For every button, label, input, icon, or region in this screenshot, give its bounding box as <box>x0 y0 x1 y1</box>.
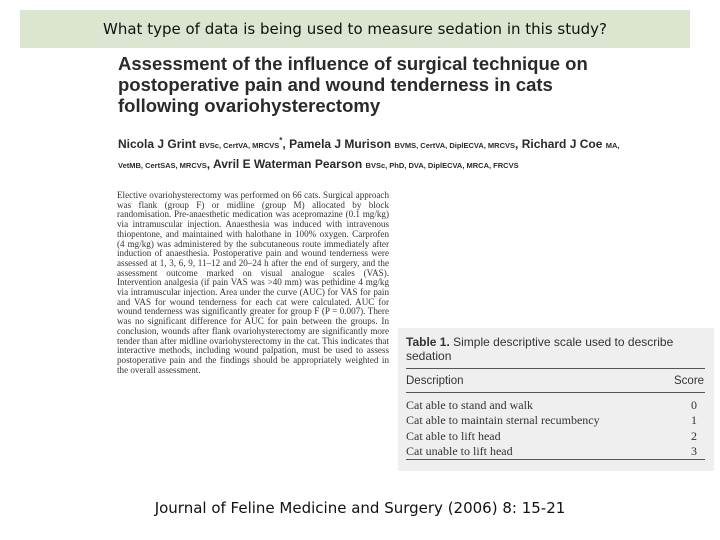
row-description: Cat able to stand and walk <box>406 398 533 412</box>
table-row <box>406 398 705 413</box>
table-rule <box>406 368 705 369</box>
paper-title <box>118 53 638 116</box>
author-credentials: BVMS, CertVA, DiplECVA, MRCVS <box>394 141 516 150</box>
row-description: Cat unable to lift head <box>406 444 513 458</box>
table-label: Table 1. <box>406 335 450 349</box>
author-credentials: BVSc, CertVA, MRCVS <box>199 141 280 150</box>
table-row <box>406 444 705 459</box>
row-score: 3 <box>691 444 697 458</box>
author-list: Nicola J Grint BVSc, CertVA, MRCVS*, Pamela J Murison BVMS, CertVA, DiplECVA, MRCVS, Richard J Coe MA, VetMB, CertSAS, MRCVS, Avril E Waterman Pearson BVSc, PhD, DVA, DiplECVA, MRCA, FRCVS <box>118 136 620 171</box>
abstract-text: Elective ovariohysterectomy was performed on 66 cats. Surgical approach was flank (group F) or midline (group M) allocated by block randomisation. Pre-anaesthetic medication was acepromazine (0.1 mg/kg) via intramuscular injection. Anaesthesia was induced with intravenous thiopentone, and maintained with halothane in 100% oxygen. Carprofen (4 mg/kg) was administered by the subcutaneous route immediately after induction of anaesthesia. Postoperative pain and wound tenderness were assessed at 1, 3, 6, 9, 11–12 and 20–24 h after the end of surgery, and the assessment outcome marked on visual analogue scales (VAS). Intervention analgesia (if pain VAS was >40 mm) was pethidine 4 mg/kg via intramuscular injection. Area under the curve (AUC) for VAS for pain and VAS for wound tenderness for each cat were calculated. AUC for wound tenderness was significantly greater for group F (P = 0.007). There was no significant difference for AUC for pain between the groups. In conclusion, wounds after flank ovariohysterectomy are significantly more tender than after midline ovariohysterectomy in the cat. This indicates that interactive methods, including wound palpation, must be used to assess postoperative pain and the findings should be appropriately weighted in the overall assessment. <box>117 190 389 375</box>
row-description: Cat able to lift head <box>406 429 501 443</box>
row-score: 0 <box>691 398 697 412</box>
row-score: 2 <box>691 429 697 443</box>
title-line: postoperative pain and wound tenderness in cats <box>118 74 553 95</box>
column-header-score: Score <box>674 375 705 387</box>
table-row <box>406 413 705 428</box>
column-header-description: Description <box>406 375 464 387</box>
table-caption <box>406 335 706 363</box>
citation: Journal of Feline Medicine and Surgery (2006) 8: 15-21 <box>154 499 566 517</box>
author-name: Avril E Waterman Pearson <box>213 157 363 171</box>
question-text: What type of data is being used to measure sedation in this study? <box>103 20 607 38</box>
author-name: Richard J Coe <box>521 137 603 151</box>
author-name: Pamela J Murison <box>289 137 392 151</box>
row-score: 1 <box>691 413 697 427</box>
table-row <box>406 429 705 444</box>
table-caption-text: Simple descriptive scale used to describe sedation <box>406 335 674 363</box>
question-banner <box>20 10 690 48</box>
row-description: Cat able to maintain sternal recumbency <box>406 413 600 427</box>
author-credentials: MA, VetMB, CertSAS, MRCVS <box>118 141 620 170</box>
author-name: Nicola J Grint <box>118 137 197 151</box>
title-line: following ovariohysterectomy <box>118 95 381 116</box>
table-rule <box>406 459 705 460</box>
title-line: Assessment of the influence of surgical technique on <box>118 53 588 74</box>
author-credentials: BVSc, PhD, DVA, DiplECVA, MRCA, FRCVS <box>365 161 519 170</box>
corresponding-mark: * <box>279 136 283 145</box>
table-rule <box>406 392 705 393</box>
